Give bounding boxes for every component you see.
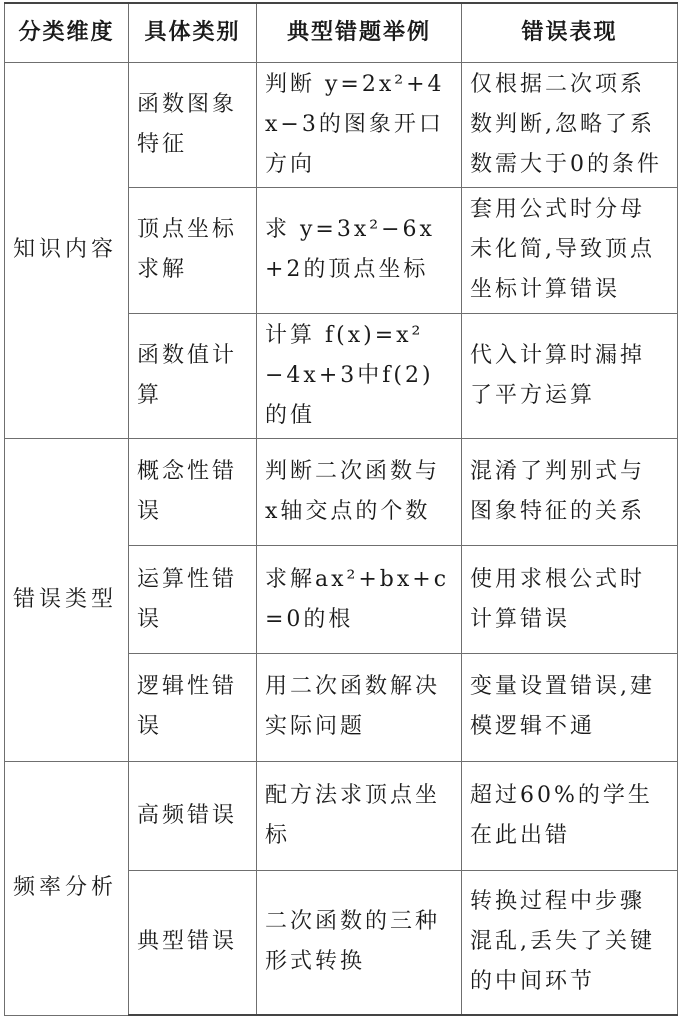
header-category: 具体类别 (129, 3, 257, 63)
dimension-cell: 频率分析 (5, 761, 129, 1015)
error-cell: 变量设置错误,建模逻辑不通 (462, 654, 678, 762)
error-cell: 仅根据二次项系数判断,忽略了系数需大于0的条件 (462, 63, 678, 188)
category-cell: 函数图象特征 (129, 63, 257, 188)
example-cell: 求 y=3x²−6x+2的顶点坐标 (257, 188, 462, 313)
example-cell: 求解ax²+bx+c=0的根 (257, 546, 462, 654)
header-dimension: 分类维度 (5, 3, 129, 63)
example-cell: 用二次函数解决实际问题 (257, 654, 462, 762)
error-cell: 代入计算时漏掉了平方运算 (462, 313, 678, 438)
table-row (5, 438, 678, 546)
error-cell: 套用公式时分母未化简,导致顶点坐标计算错误 (462, 188, 678, 313)
error-cell: 转换过程中步骤混乱,丢失了关键的中间环节 (462, 870, 678, 1015)
example-cell: 判断二次函数与x轴交点的个数 (257, 438, 462, 546)
dimension-cell: 错误类型 (5, 438, 129, 761)
header-example: 典型错题举例 (257, 3, 462, 63)
example-cell: 判断 y=2x²+4x−3的图象开口方向 (257, 63, 462, 188)
dimension-cell: 知识内容 (5, 63, 129, 439)
table-row (5, 63, 678, 188)
example-cell: 计算 f(x)=x²−4x+3中f(2)的值 (257, 313, 462, 438)
header-row (5, 3, 678, 63)
category-cell: 顶点坐标求解 (129, 188, 257, 313)
header-error: 错误表现 (462, 3, 678, 63)
error-cell: 超过60%的学生在此出错 (462, 761, 678, 870)
category-cell: 概念性错误 (129, 438, 257, 546)
example-cell: 配方法求顶点坐标 (257, 761, 462, 870)
example-cell: 二次函数的三种形式转换 (257, 870, 462, 1015)
error-cell: 混淆了判别式与图象特征的关系 (462, 438, 678, 546)
table-row (5, 761, 678, 870)
category-cell: 函数值计算 (129, 313, 257, 438)
error-analysis-table (4, 2, 678, 1016)
category-cell: 运算性错误 (129, 546, 257, 654)
category-cell: 高频错误 (129, 761, 257, 870)
category-cell: 逻辑性错误 (129, 654, 257, 762)
error-cell: 使用求根公式时计算错误 (462, 546, 678, 654)
category-cell: 典型错误 (129, 870, 257, 1015)
